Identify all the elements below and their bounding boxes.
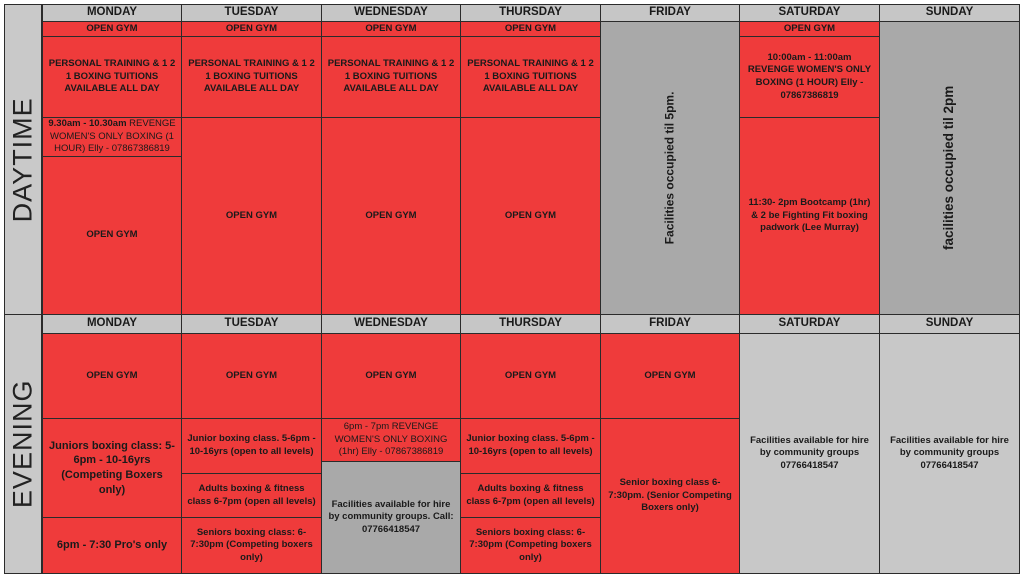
mon-eve-open-gym: OPEN GYM <box>42 333 182 419</box>
mon-day-open-gym: OPEN GYM <box>42 156 182 315</box>
thu-day-open-gym-top: OPEN GYM <box>460 21 601 37</box>
tue-eve-open-gym: OPEN GYM <box>181 333 322 419</box>
eve-header-tuesday: TUESDAY <box>181 314 322 334</box>
eve-header-wednesday: WEDNESDAY <box>321 314 461 334</box>
daytime-label <box>4 4 42 315</box>
eve-header-sunday: SUNDAY <box>879 314 1020 334</box>
tue-eve-junior-class: Junior boxing class. 5-6pm - 10-16yrs (open to all levels) <box>181 418 322 474</box>
fri-eve-senior-class: Senior boxing class 6-7:30pm. (Senior Competing Boxers only) <box>600 418 740 574</box>
thu-eve-seniors-class: Seniors boxing class: 6-7:30pm (Competing boxers only) <box>460 517 601 574</box>
sun-day-occupied-text: facilities occupied til 2pm <box>941 85 957 251</box>
sun-day-occupied <box>879 21 1020 315</box>
day-header-sunday: SUNDAY <box>879 4 1020 22</box>
tue-eve-seniors-class: Seniors boxing class: 6-7:30pm (Competing boxers only) <box>181 517 322 574</box>
day-header-saturday: SATURDAY <box>739 4 880 22</box>
fri-day-occupied-text: Facilities occupied til 5pm. <box>662 91 677 245</box>
sun-eve-hire: Facilities available for hire by community groups 07766418547 <box>879 333 1020 574</box>
day-header-monday: MONDAY <box>42 4 182 22</box>
eve-header-monday: MONDAY <box>42 314 182 334</box>
thu-day-personal-training: PERSONAL TRAINING & 1 2 1 BOXING TUITIONS AVAILABLE ALL DAY <box>460 36 601 118</box>
day-header-friday: FRIDAY <box>600 4 740 22</box>
evening-label-text: EVENING <box>7 379 38 509</box>
wed-eve-open-gym: OPEN GYM <box>321 333 461 419</box>
eve-header-friday: FRIDAY <box>600 314 740 334</box>
thu-eve-open-gym: OPEN GYM <box>460 333 601 419</box>
mon-day-women-time: 9.30am - 10.30am <box>48 118 127 130</box>
mon-day-open-gym-top: OPEN GYM <box>42 21 182 37</box>
mon-day-women-boxing <box>42 117 182 157</box>
thu-day-open-gym: OPEN GYM <box>460 117 601 315</box>
mon-eve-pros: 6pm - 7:30 Pro's only <box>42 517 182 574</box>
sat-day-open-gym-top: OPEN GYM <box>739 21 880 37</box>
wed-day-personal-training: PERSONAL TRAINING & 1 2 1 BOXING TUITIONS AVAILABLE ALL DAY <box>321 36 461 118</box>
mon-day-women-text: REVENGE WOMEN'S ONLY BOXING (1 HOUR) Elly - 07867386819 <box>50 118 176 155</box>
wed-eve-women-boxing: 6pm - 7pm REVENGE WOMEN'S ONLY BOXING (1hr) Elly - 07867386819 <box>321 418 461 462</box>
tue-day-open-gym-top: OPEN GYM <box>181 21 322 37</box>
fri-day-occupied <box>600 21 740 315</box>
tue-day-personal-training: PERSONAL TRAINING & 1 2 1 BOXING TUITIONS AVAILABLE ALL DAY <box>181 36 322 118</box>
tue-day-open-gym: OPEN GYM <box>181 117 322 315</box>
thu-eve-adults-class: Adults boxing & fitness class 6-7pm (open all levels) <box>460 473 601 518</box>
tue-eve-adults-class: Adults boxing & fitness class 6-7pm (open all levels) <box>181 473 322 518</box>
eve-header-thursday: THURSDAY <box>460 314 601 334</box>
thu-eve-junior-class: Junior boxing class. 5-6pm - 10-16yrs (open to all levels) <box>460 418 601 474</box>
sat-eve-hire: Facilities available for hire by community groups 07766418547 <box>739 333 880 574</box>
wed-day-open-gym: OPEN GYM <box>321 117 461 315</box>
day-header-thursday: THURSDAY <box>460 4 601 22</box>
day-header-tuesday: TUESDAY <box>181 4 322 22</box>
sat-day-women-boxing: 10:00am - 11:00am REVENGE WOMEN'S ONLY BOXING (1 HOUR) Elly - 07867386819 <box>739 36 880 118</box>
evening-label <box>4 314 42 574</box>
day-header-wednesday: WEDNESDAY <box>321 4 461 22</box>
mon-day-personal-training: PERSONAL TRAINING & 1 2 1 BOXING TUITIONS AVAILABLE ALL DAY <box>42 36 182 118</box>
wed-eve-hire: Facilities available for hire by community groups. Call: 07766418547 <box>321 461 461 574</box>
sat-day-bootcamp: 11:30- 2pm Bootcamp (1hr) & 2 be Fighting Fit boxing padwork (Lee Murray) <box>739 117 880 315</box>
eve-header-saturday: SATURDAY <box>739 314 880 334</box>
mon-eve-juniors: Juniors boxing class: 5-6pm - 10-16yrs (Competing Boxers only) <box>42 418 182 518</box>
wed-day-open-gym-top: OPEN GYM <box>321 21 461 37</box>
fri-eve-open-gym: OPEN GYM <box>600 333 740 419</box>
daytime-label-text: DAYTIME <box>7 96 38 223</box>
